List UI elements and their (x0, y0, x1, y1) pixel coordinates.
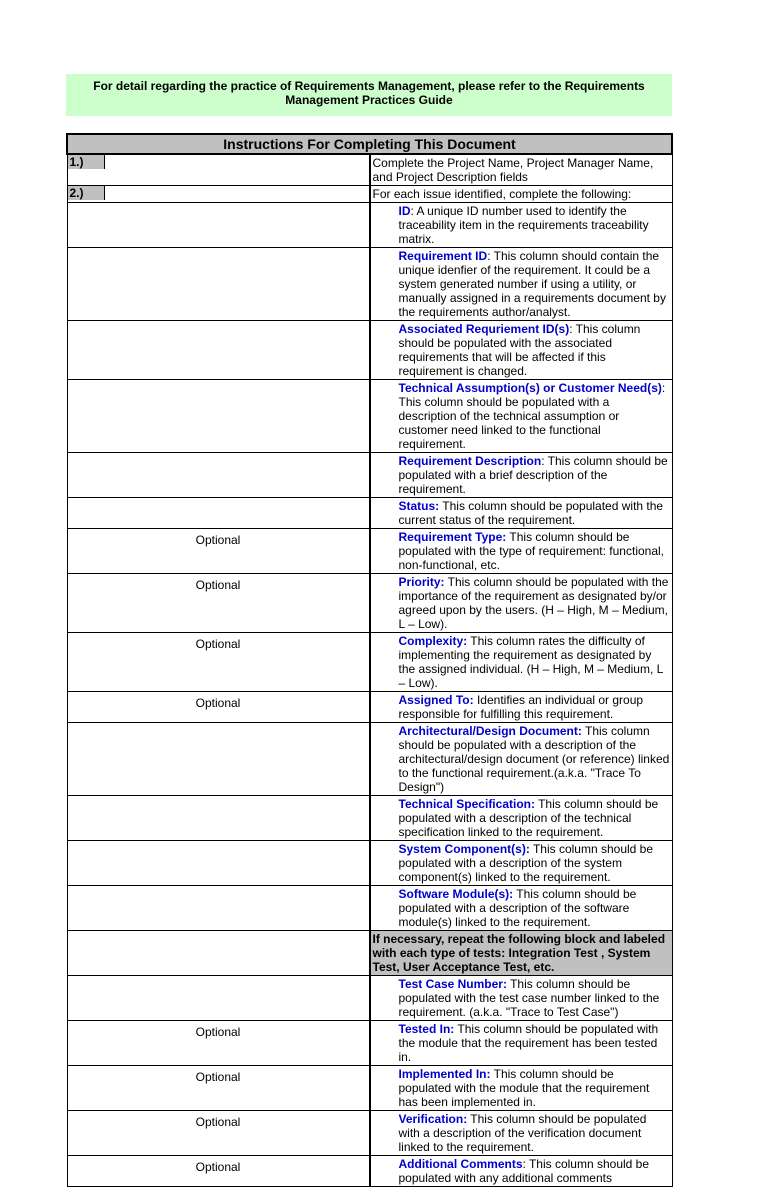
reference-banner: For detail regarding the practice of Requirements Management, please refer to the Requirements Management Practices Guide (66, 74, 672, 116)
field-row (67, 321, 672, 380)
optional-cell (67, 976, 370, 1021)
optional-cell: Optional (67, 1111, 370, 1156)
field-label: Software Module(s): (398, 887, 514, 901)
field-label: Requirement Description (398, 454, 542, 468)
step-row (67, 186, 672, 203)
table-title-row (67, 134, 672, 154)
field-text: : This column should be populated with the associated requirements that will be affected if this requirement is changed. (398, 322, 641, 378)
field-description (370, 248, 673, 321)
field-label: Architectural/Design Document: (398, 724, 582, 738)
field-description (370, 1111, 673, 1156)
field-row (67, 1156, 672, 1187)
field-label: Requirement ID (398, 249, 488, 263)
optional-cell (67, 380, 370, 453)
field-label: Verification: (398, 1112, 468, 1126)
field-row (67, 453, 672, 498)
field-label: Assigned To: (398, 693, 474, 707)
field-label: System Component(s): (398, 842, 530, 856)
field-text: : This column should be populated with any additional comments (398, 1157, 650, 1185)
field-description (370, 692, 673, 723)
field-label: Additional Comments (398, 1157, 523, 1171)
step-number: 1.) (68, 155, 105, 169)
field-description (370, 723, 673, 796)
field-description (370, 453, 673, 498)
field-row (67, 886, 672, 931)
field-text: This column should be populated with the module that the requirement has been implemented in. (398, 1067, 650, 1109)
field-description (370, 380, 673, 453)
field-text: : A unique ID number used to identify the traceability item in the requirements traceability matrix. (398, 204, 649, 246)
field-text: This column should be populated with the type of requirement: functional, non-functional, etc. (398, 530, 664, 572)
optional-cell (67, 498, 370, 529)
table-title: Instructions For Completing This Document (67, 134, 672, 154)
optional-cell (67, 453, 370, 498)
field-description (370, 498, 673, 529)
optional-cell (67, 841, 370, 886)
step-text: Complete the Project Name, Project Manager Name, and Project Description fields (370, 154, 673, 186)
field-label: Associated Requriement ID(s) (398, 322, 570, 336)
optional-cell (67, 886, 370, 931)
optional-cell (67, 321, 370, 380)
field-label: Complexity: (398, 634, 468, 648)
field-text: This column should be populated with the test case number linked to the requirement. (a.k.a. "Trace to Test Case") (398, 977, 660, 1019)
field-description (370, 529, 673, 574)
optional-cell: Optional (67, 1021, 370, 1066)
field-description (370, 203, 673, 248)
field-label: Tested In: (398, 1022, 455, 1036)
field-text: This column should be populated with the module that the requirement has been tested in. (398, 1022, 659, 1064)
field-label: Status: (398, 499, 440, 513)
optional-cell: Optional (67, 1156, 370, 1187)
field-text: This column should be populated with a description of the technical specification linked to the requirement. (398, 797, 659, 839)
field-text: This column should be populated with the current status of the requirement. (398, 499, 664, 527)
field-label: Test Case Number: (398, 977, 507, 991)
field-label: Implemented In: (398, 1067, 491, 1081)
step-text: For each issue identified, complete the following: (370, 186, 673, 203)
field-text: This column should be populated with a description of the architectural/design document (or reference) linked to the functional requirement.(a.k.a. "Trace To Design") (398, 724, 670, 794)
field-description (370, 574, 673, 633)
field-description (370, 1156, 673, 1187)
optional-cell (67, 796, 370, 841)
field-label: Priority: (398, 575, 445, 589)
field-text: : This column should be populated with a brief description of the requirement. (398, 454, 668, 496)
field-text: This column should be populated with a description of the software module(s) linked to the requirement. (398, 887, 637, 929)
field-description (370, 321, 673, 380)
field-row (67, 1066, 672, 1111)
optional-cell: Optional (67, 574, 370, 633)
field-text: This column should be populated with a description of the system component(s) linked to the requirement. (398, 842, 654, 884)
field-description (370, 976, 673, 1021)
field-text: This column rates the difficulty of implementing the requirement as designated by the assigned individual. (H – High, M – Medium, L – Low). (398, 634, 663, 690)
field-row (67, 841, 672, 886)
field-row (67, 692, 672, 723)
field-row (67, 574, 672, 633)
optional-cell (67, 248, 370, 321)
instructions-table (66, 133, 673, 1187)
field-description (370, 633, 673, 692)
field-text: : This column should contain the unique idenfier of the requirement. It could be a system generated number if using a utility, or manually assigned in a requirements document by the requirements author/analyst. (398, 249, 666, 319)
field-row (67, 529, 672, 574)
field-row (67, 498, 672, 529)
field-text: Identifies an individual or group responsible for fulfilling this requirement. (398, 693, 644, 721)
optional-cell (67, 723, 370, 796)
field-row (67, 796, 672, 841)
field-row (67, 1111, 672, 1156)
field-description (370, 796, 673, 841)
blank-cell (67, 931, 370, 976)
field-text: : This column should be populated with a description of the technical assumption or customer need linked to the functional requirement. (398, 381, 666, 451)
field-row (67, 380, 672, 453)
field-label: Technical Specification: (398, 797, 535, 811)
step-number-cell (67, 186, 370, 203)
field-label: Technical Assumption(s) or Customer Need(s) (398, 381, 662, 395)
field-text: This column should be populated with a description of the verification document linked to the requirement. (398, 1112, 647, 1154)
field-text: This column should be populated with the importance of the requirement as designated by/or agreed upon by the users. (H – High, M – Medium, L – Low). (398, 575, 669, 631)
field-description (370, 841, 673, 886)
optional-cell: Optional (67, 529, 370, 574)
step-number: 2.) (68, 186, 105, 200)
field-row (67, 976, 672, 1021)
field-row (67, 723, 672, 796)
field-row (67, 1021, 672, 1066)
optional-cell: Optional (67, 633, 370, 692)
field-description (370, 1066, 673, 1111)
test-group-header: If necessary, repeat the following block and labeled with each type of tests: Integration Test , System Test, User Acceptance Test, etc. (370, 931, 673, 976)
optional-cell: Optional (67, 1066, 370, 1111)
field-label: Requirement Type: (398, 530, 507, 544)
field-description (370, 1021, 673, 1066)
field-label: ID (398, 204, 411, 218)
field-row (67, 633, 672, 692)
optional-cell (67, 203, 370, 248)
field-row (67, 248, 672, 321)
optional-cell: Optional (67, 692, 370, 723)
test-group-header-row (67, 931, 672, 976)
step-number-cell (67, 154, 370, 186)
step-row (67, 154, 672, 186)
field-description (370, 886, 673, 931)
field-row (67, 203, 672, 248)
